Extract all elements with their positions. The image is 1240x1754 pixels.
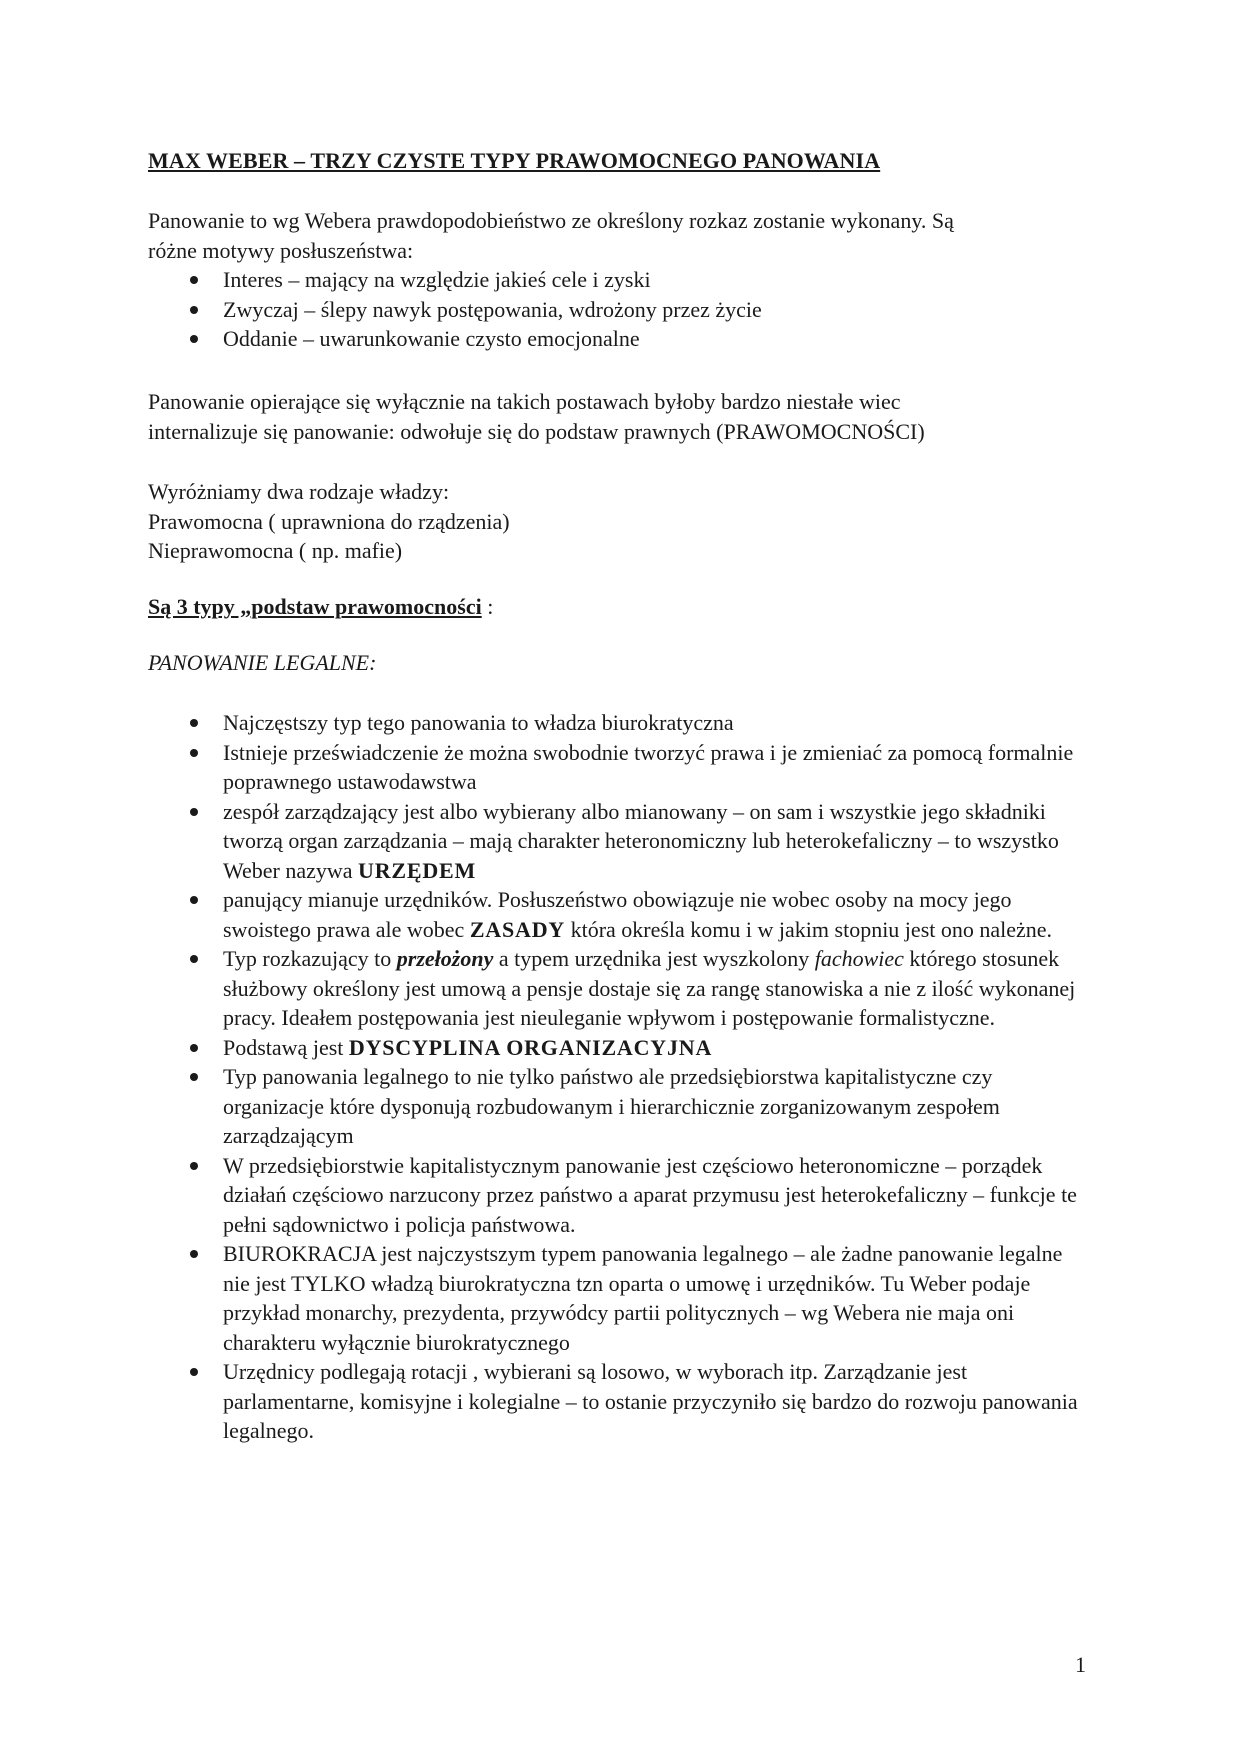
bullet-icon (190, 1044, 198, 1052)
bullet-icon (190, 306, 198, 314)
legal-heading (148, 648, 1093, 678)
list-item: Typ rozkazujący to przełożony a typem urzędnika jest wyszkolony fachowiec którego stosunek służbowy określony jest umową a pensje dostaje się za rangę stanowiska a nie z ilość wykonanej pracy. Ideałem postępowania jest nieuleganie wpływom i postępowanie formalistyczne. (148, 944, 1093, 1033)
para2-line-2: internalizuje się panowanie: odwołuje się do podstaw prawnych (PRAWOMOCNOŚCI) (148, 418, 925, 444)
list-item: Najczęstszy typ tego panowania to władza biurokratyczna (148, 708, 1093, 738)
bullet-icon (190, 896, 198, 904)
authority-types-paragraph (148, 477, 1093, 566)
bullet-icon (190, 1250, 198, 1258)
list-item: Zwyczaj – ślepy nawyk postępowania, wdrożony przez życie (148, 295, 1093, 325)
bullet-icon (190, 1162, 198, 1170)
keyword-dyscyplina: DYSCYPLINA ORGANIZACYJNA (348, 1034, 713, 1060)
keyword-przelozony: przełożony (396, 946, 494, 971)
page-number: 1 (1075, 1652, 1086, 1677)
list-item: Istnieje przeświadczenie że można swobodnie tworzyć prawa i je zmieniać za pomocą formalnie poprawnego ustawodawstwa (148, 738, 1093, 797)
document-title: MAX WEBER – TRZY CZYSTE TYPY PRAWOMOCNEGO PANOWANIA (148, 148, 881, 173)
intro-line-1: Panowanie to wg Webera prawdopodobieństwo ze określony rozkaz zostanie wykonany. Są (148, 208, 954, 233)
intro-paragraph (148, 206, 1093, 354)
keyword-zasady: ZASADY (469, 916, 566, 942)
bullet-icon (190, 808, 198, 816)
intro-line-2: różne motywy posłuszeństwa: (148, 237, 414, 263)
para2-line-1: Panowanie opierające się wyłącznie na takich postawach byłoby bardzo niestałe wiec (148, 389, 901, 414)
types-heading-text: Są 3 typy „podstaw prawomocności (148, 594, 482, 619)
bullet-icon (190, 719, 198, 727)
bullet-icon (190, 276, 198, 284)
bullet-icon (190, 749, 198, 757)
bullet-icon (190, 335, 198, 343)
list-item: panujący mianuje urzędników. Posłuszeństwo obowiązuje nie wobec osoby na mocy jego swoistego prawa ale wobec ZASADY która określa komu i w jakim stopniu jest ono należne. (148, 885, 1093, 944)
list-item: BIUROKRACJA jest najczystszym typem panowania legalnego – ale żadne panowanie legalne nie jest TYLKO władzą biurokratyczna tzn oparta o umowę i urzędników. Tu Weber podaje przykład monarchy, prezydenta, przywódcy partii politycznych – wg Webera nie maja oni charakteru wyłącznie biurokratycznego (148, 1239, 1093, 1357)
legitimacy-paragraph (148, 387, 1093, 446)
list-item: zespół zarządzający jest albo wybierany albo mianowany – on sam i wszystkie jego składniki tworzą organ zarządzania – mają charakter heteronomiczny lub heterokefaliczny – to wszystko Weber nazywa URZĘDEM (148, 797, 1093, 886)
para3-line-3: Nieprawomocna ( np. mafie) (148, 538, 403, 563)
types-heading-suffix: : (481, 594, 494, 619)
legal-domination-list (148, 708, 1093, 1446)
list-item: Podstawą jest DYSCYPLINA ORGANIZACYJNA (148, 1033, 1093, 1063)
list-item: W przedsiębiorstwie kapitalistycznym panowanie jest częściowo heteronomiczne – porządek działań częściowo narzucony przez państwo a aparat przymusu jest heterokefaliczny – funkcje te pełni sądownictwo i policja państwowa. (148, 1151, 1093, 1240)
para3-line-1: Wyróżniamy dwa rodzaje władzy: (148, 479, 450, 504)
keyword-fachowiec: fachowiec (814, 946, 904, 971)
list-item: Typ panowania legalnego to nie tylko państwo ale przedsiębiorstwa kapitalistyczne czy organizacje które dysponują rozbudowanym i hierarchicznie zorganizowanym zespołem zarządzającym (148, 1062, 1093, 1151)
list-item: Urzędnicy podlegają rotacji , wybierani są losowo, w wyborach itp. Zarządzanie jest parlamentarne, komisyjne i kolegialne – to ostanie przyczyniło się bardzo do rozwoju panowania legalnego. (148, 1357, 1093, 1446)
list-item: Interes – mający na względzie jakieś cele i zyski (148, 265, 1093, 295)
motives-list (148, 265, 1093, 354)
bullet-icon (190, 955, 198, 963)
list-item: Oddanie – uwarunkowanie czysto emocjonalne (148, 324, 1093, 354)
legal-heading-text: PANOWANIE LEGALNE: (148, 650, 377, 675)
bullet-icon (190, 1368, 198, 1376)
keyword-urzad: URZĘDEM (358, 857, 477, 883)
types-heading (148, 592, 1093, 622)
bullet-icon (190, 1073, 198, 1081)
para3-line-2: Prawomocna ( uprawniona do rządzenia) (148, 508, 510, 534)
